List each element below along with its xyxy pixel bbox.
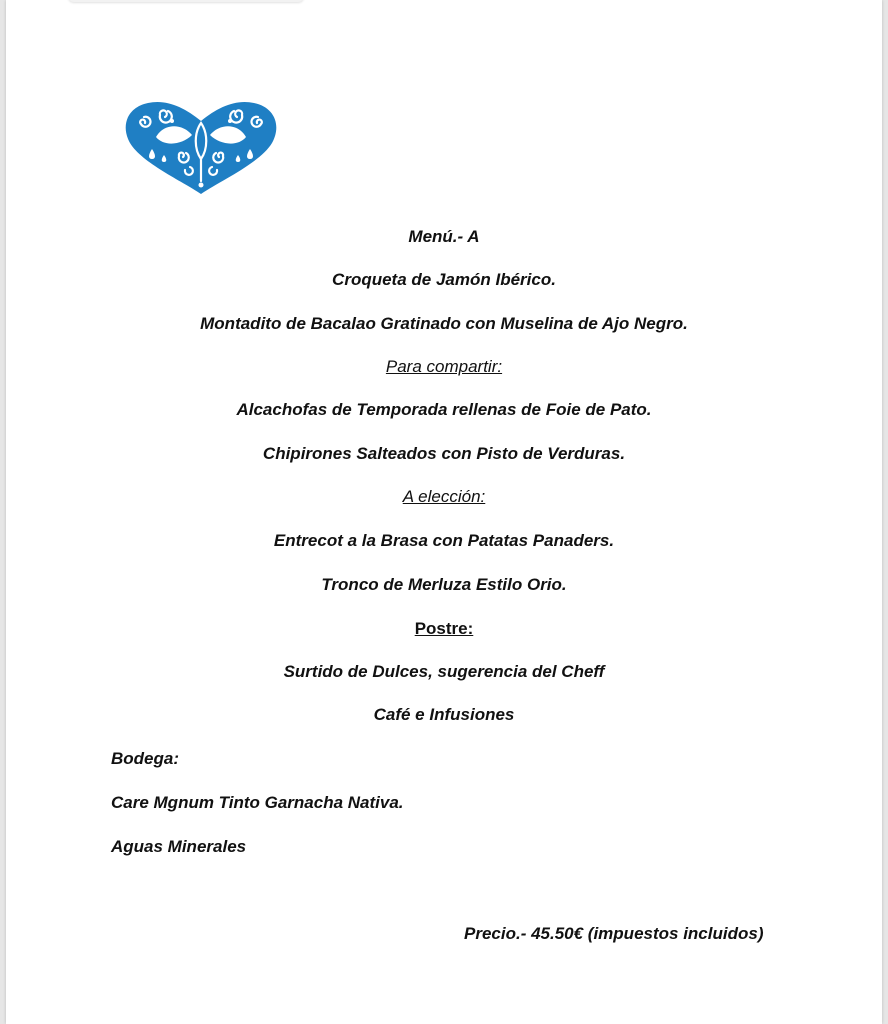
share-item: Chipirones Salteados con Pisto de Verduras. xyxy=(262,444,626,463)
share-item: Alcachofas de Temporada rellenas de Foie de Pato. xyxy=(236,400,652,419)
choice-heading: A elección: xyxy=(402,487,486,506)
choice-item: Tronco de Merluza Estilo Orio. xyxy=(321,575,567,594)
choice-item: Entrecot a la Brasa con Patatas Panaders. xyxy=(273,531,615,550)
dessert-item: Café e Infusiones xyxy=(373,705,515,724)
menu-title: Menú.- A xyxy=(408,227,480,246)
wine-item: Aguas Minerales xyxy=(111,837,247,856)
price-text: Precio.- 45.50€ (impuestos incluidos) xyxy=(464,924,764,943)
heart-mask-icon xyxy=(120,97,282,195)
starter-item: Croqueta de Jamón Ibérico. xyxy=(332,270,556,289)
share-heading: Para compartir: xyxy=(385,357,503,376)
dessert-heading: Postre: xyxy=(414,619,474,638)
dessert-item: Surtido de Dulces, sugerencia del Cheff xyxy=(283,662,605,681)
page-tab xyxy=(68,0,304,2)
wine-heading: Bodega: xyxy=(111,749,179,768)
wine-item: Care Mgnum Tinto Garnacha Nativa. xyxy=(111,793,404,812)
menu-page xyxy=(6,0,882,1024)
starter-item: Montadito de Bacalao Gratinado con Muselina de Ajo Negro. xyxy=(200,314,688,333)
